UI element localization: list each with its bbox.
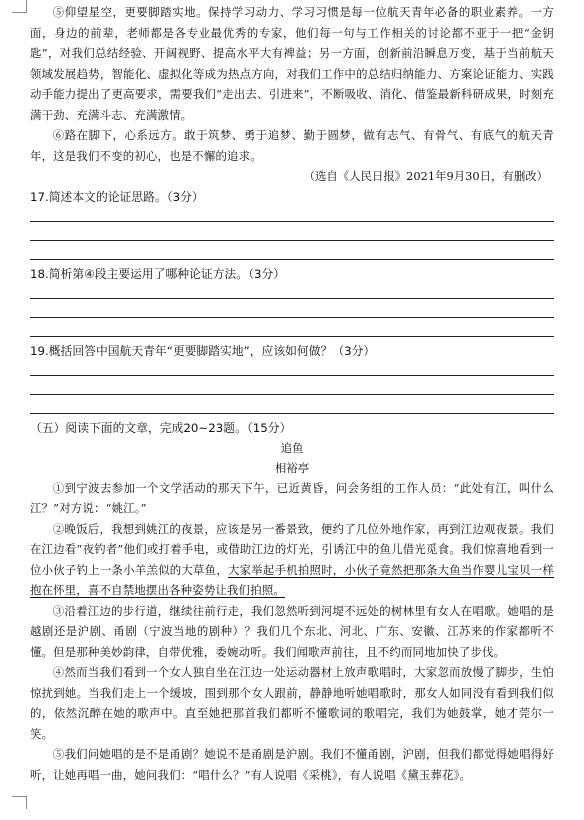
underlined-sentence: 大家举起手机拍照时，小伙子竟然把那条大鱼当作婴儿宝贝一样抱在怀里，喜不自禁地摆出各种姿势让我们拍照。 (30, 562, 555, 597)
answer-line[interactable] (30, 303, 554, 318)
story-paragraph-2-text: ②晚饭后，我想到姚江的夜景，应该是另一番景致，便约了几位外地作家，再到江边观夜景。我们在江边看“夜钓者”他们或打着手电，或借助江边的灯光，引诱江中的鱼儿借光觅食。我们惊喜地看到一位小伙子钓上一条小羊羔似的大草鱼， (30, 521, 554, 577)
story-paragraph-4: ④然而当我们看到一个女人独自坐在江边一处运动器材上放声歌唱时，大家忽而放慢了脚步，生怕惊扰到她。当我们走上一个缓坡，围到那个女人跟前，静静地听她唱歌时，那女人如同没有看到我们似的，依然沉醉在她的歌声中。直至她把那首我们都听不懂歌词的歌唱完，我们为她鼓掌，她才莞尔一笑。 (30, 665, 554, 741)
question-label: 17.简述本文的论证思路。（3分） (30, 189, 204, 204)
article-source: （选自《人民日报》2021年9月30日，有删改） (303, 169, 548, 183)
story-paragraph-3: ③沿着江边的步行道，继续往前行走，我们忽然听到河堤不远处的树林里有女人在唱歌。她唱的是越剧还是沪剧、甬剧（宁波当地的剧种）？我们几个东北、河北、广东、安徽、江苏来的作家都听不懂。但是那种美妙韵律，自带优雅，委婉动听。我们闻歌声前往，且不约而同地加快了步伐。 (30, 603, 554, 659)
crop-mark-top-left (12, 0, 27, 13)
article-paragraph-5: ⑤仰望星空，更要脚踏实地。保持学习动力、学习习惯是每一位航天青年必备的职业素养。一方面，身边的前辈，老师都是各专业最优秀的专家，他们每一句与工作相关的讨论都不亚于一把“金钥匙”，对我们总结经验、开阔视野、提高水平大有裨益；另一方面，创新前沿瞬息万变，基于当前航天领域发展趋势，智能化、虚拟化等成为热点方向，对我们工作中的总结归纳能力、方案论证能力、实践动手能力提出了更高要求，需要我们“走出去、引进来”，不断吸收、消化、借鉴最新科研成果，时刻充满干劲、充满斗志、充满激情。 (30, 5, 554, 122)
answer-line[interactable] (30, 207, 554, 222)
story-paragraph-2 (30, 519, 554, 601)
story-title: 追鱼 (280, 440, 304, 455)
document-body (30, 2, 554, 785)
answer-line[interactable] (30, 322, 554, 337)
story-paragraph-1: ①到宁波去参加一个文学活动的那天下午，已近黄昏，问会务组的工作人员：“此处有江，叫什么江？”对方说：“姚江。” (30, 480, 554, 515)
section-heading: （五）阅读下面的文章，完成20~23题。（15分） (30, 420, 292, 435)
crop-mark-bottom-left (12, 796, 27, 809)
question-label: 18.简析第④段主要运用了哪种论证方法。（3分） (30, 266, 286, 281)
story-author: 相裕亭 (274, 460, 310, 475)
answer-line[interactable] (30, 284, 554, 299)
question-19 (30, 341, 554, 414)
answer-line[interactable] (30, 226, 554, 241)
question-18 (30, 264, 554, 337)
answer-line[interactable] (30, 399, 554, 414)
story-paragraph-5: ⑤我们问她唱的是不是甬剧？她说不是甬剧是沪剧。我们不懂甬剧，沪剧，但我们都觉得她唱得好听，让她再唱一曲，她问我们：“唱什么？”有人说唱《采桃》，有人说唱《黛玉葬花》。 (30, 747, 554, 782)
answer-line[interactable] (30, 380, 554, 395)
question-17 (30, 187, 554, 260)
answer-line[interactable] (30, 245, 554, 260)
article-paragraph-6: ⑥路在脚下，心系远方。敢于筑梦、勇于追梦、勤于圆梦，做有志气、有骨气、有底气的航天青年，这是我们不变的初心，也是不懈的追求。 (30, 128, 554, 163)
question-label: 19.概括回答中国航天青年“更要脚踏实地”，应该如何做？（3分） (30, 343, 376, 358)
answer-line[interactable] (30, 361, 554, 376)
